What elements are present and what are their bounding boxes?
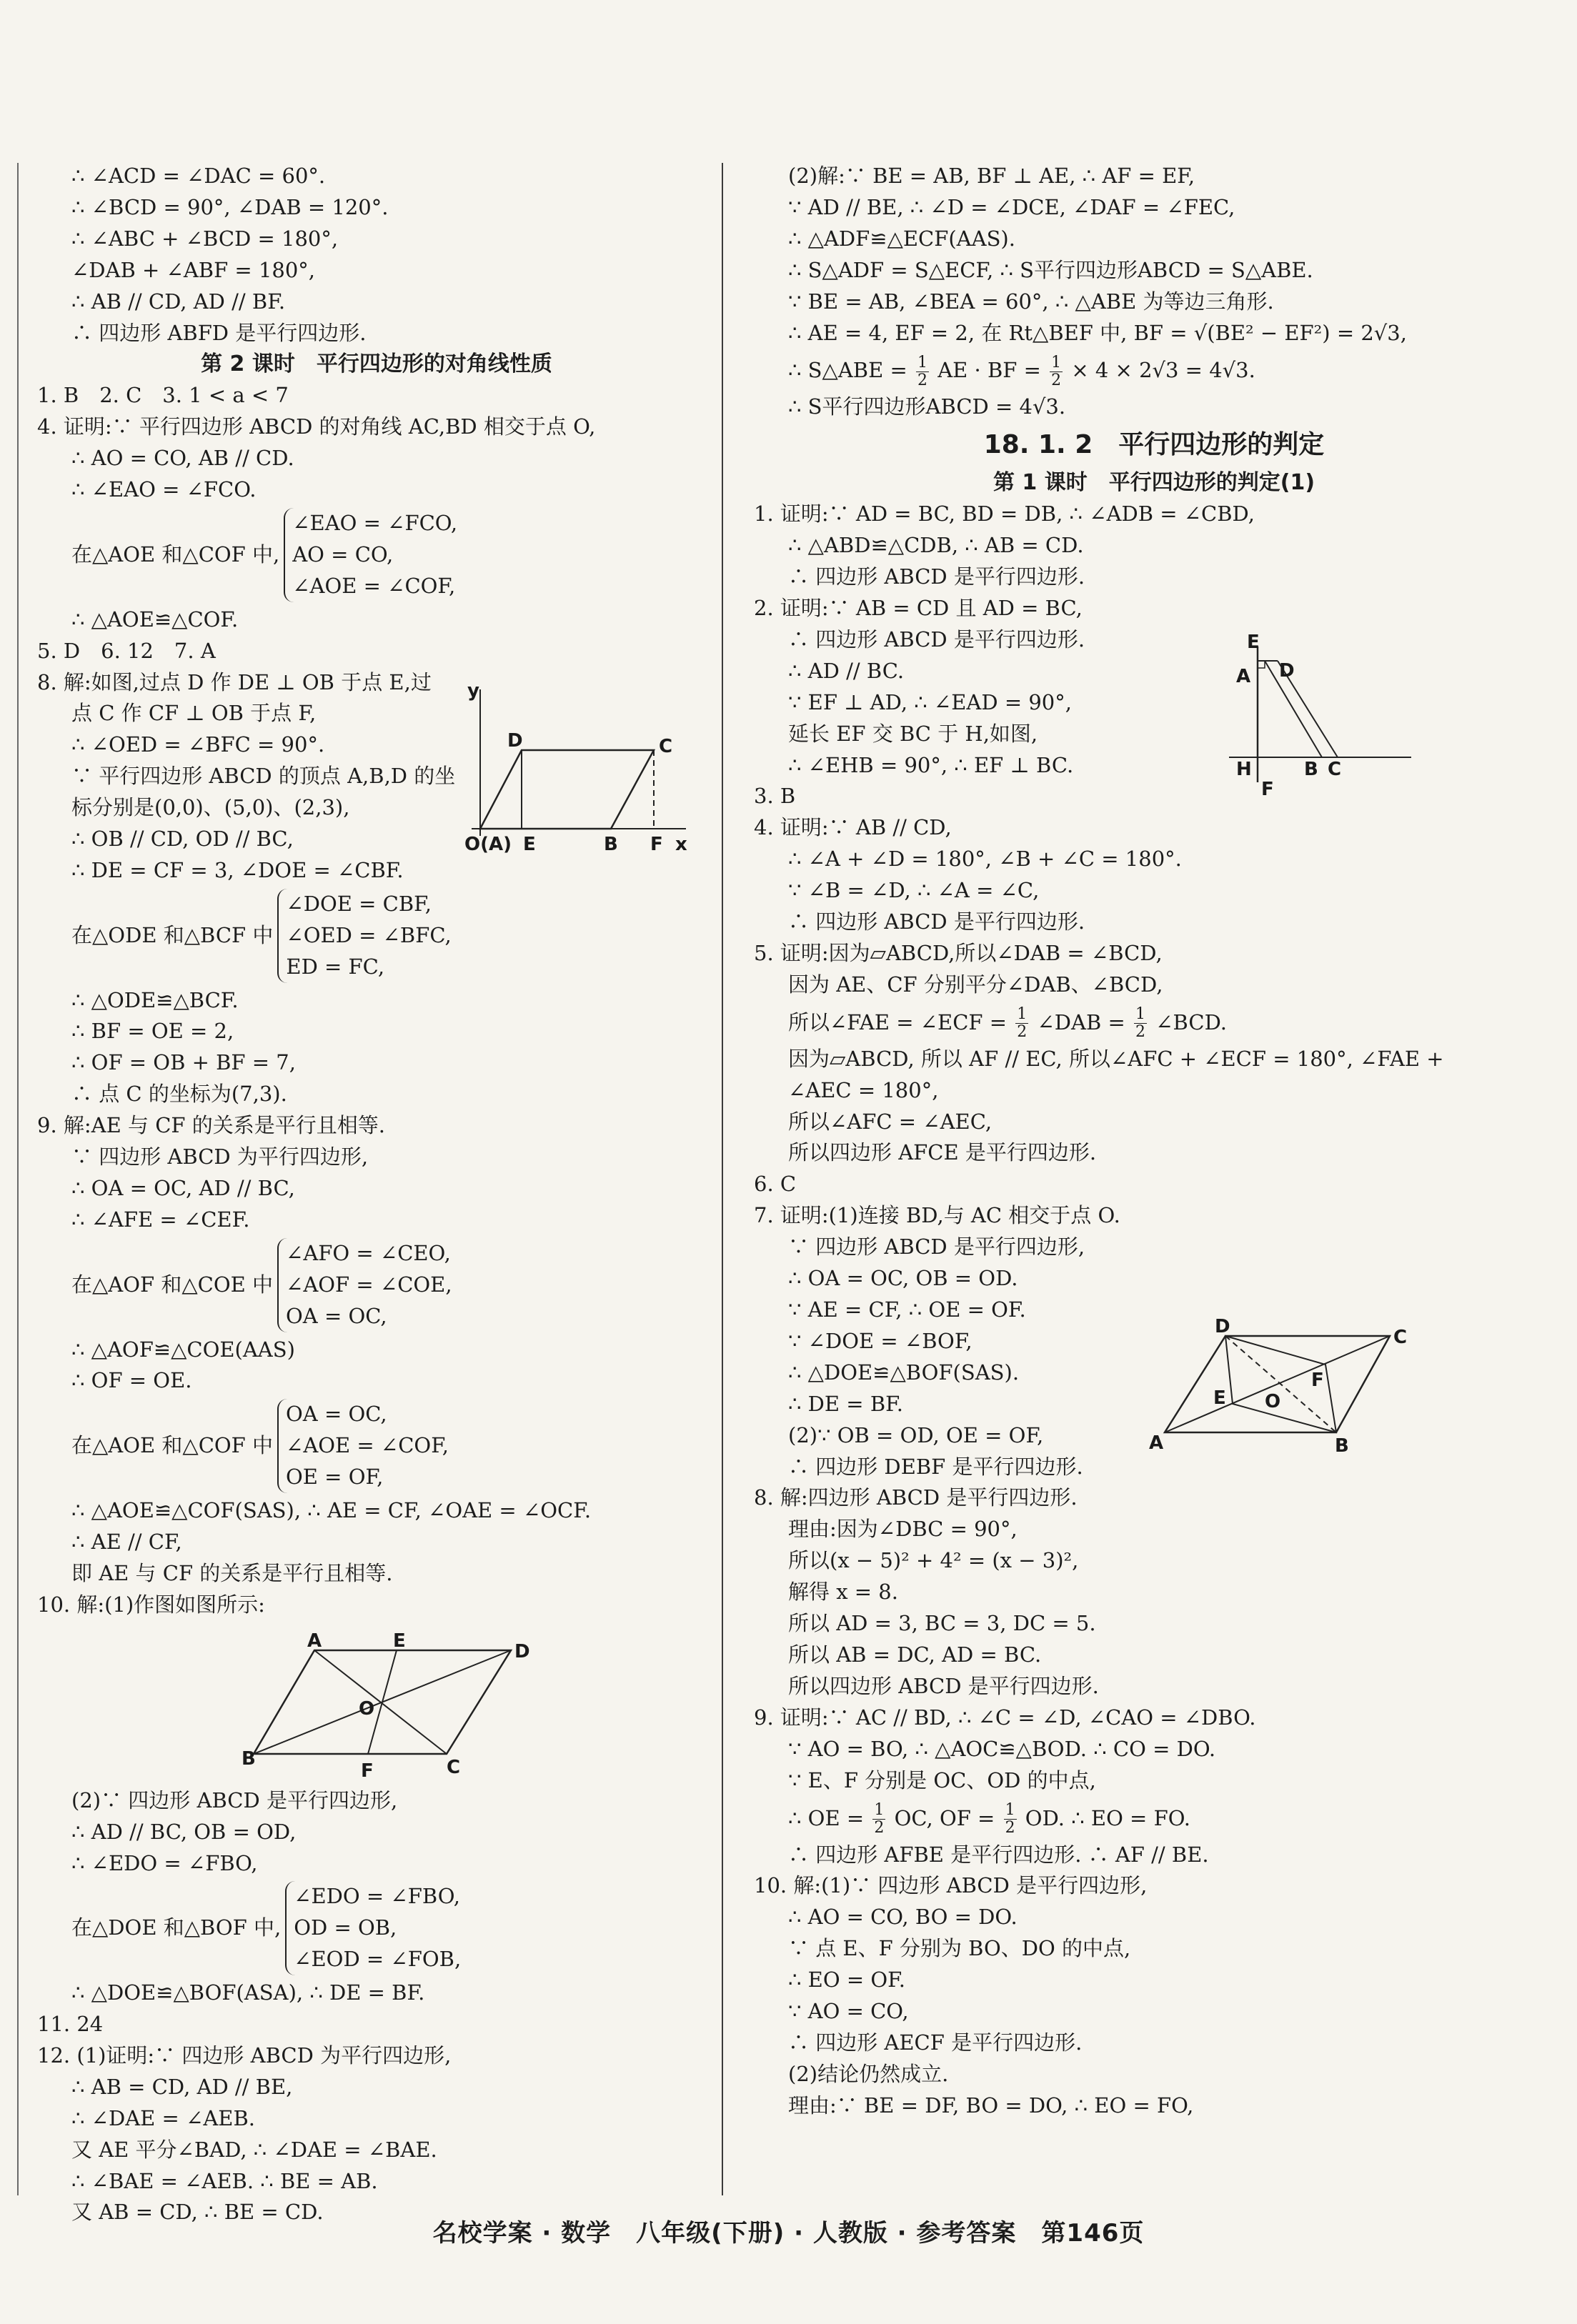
brace-prefix: 在△DOE 和△BOF 中, <box>71 1915 282 1940</box>
formula-part: ∠BCD. <box>1155 1009 1228 1034</box>
parallelogram-efo-figure <box>236 1629 536 1786</box>
answer-line: 2. 证明:∵ AB = CD 且 AD = BC, <box>754 595 1083 620</box>
text-line: ∴ △ABD≌△CDB, ∴ AB = CD. <box>788 533 1084 558</box>
text-line: ∴ 点 C 的坐标为(7,3). <box>71 1082 287 1107</box>
text-line: ∴ S△ADF = S△ECF, ∴ S平行四边形ABCD = S△ABE. <box>788 257 1313 282</box>
text-line: ∴ ∠ABC + ∠BCD = 180°, <box>71 226 339 251</box>
perpendicular-figure <box>1222 632 1415 797</box>
label-o: O(A) <box>464 834 512 854</box>
brace-body <box>284 508 457 602</box>
answer-line: 10. 解:(1)∵ 四边形 ABCD 是平行四边形, <box>754 1873 1148 1898</box>
text-line: ∴ ∠BCD = 90°, ∠DAB = 120°. <box>71 194 389 219</box>
text-line: ∴ ∠A + ∠D = 180°, ∠B + ∠C = 180°. <box>788 847 1182 872</box>
text-line: 所以(x − 5)² + 4² = (x − 3)², <box>788 1548 1079 1573</box>
label-y: y <box>467 680 479 702</box>
label-e: E <box>1247 632 1260 653</box>
text-line: ∵ ∠DOE = ∠BOF, <box>788 1328 972 1353</box>
label-a: A <box>1149 1432 1164 1454</box>
text-line: (2)∵ OB = OD, OE = OF, <box>788 1422 1044 1447</box>
page-footer: 名校学案 · 数学 八年级(下册) · 人教版 · 参考答案 第146页 <box>432 2219 1145 2248</box>
text-line: (2)结论仍然成立. <box>788 2061 949 2086</box>
brace-system <box>37 1881 716 1975</box>
brace-line: ∠EAO = ∠FCO, <box>292 510 458 535</box>
text-line: ∴ ∠BAE = ∠AEB. ∴ BE = AB. <box>71 2168 378 2193</box>
answer-line: 5. 证明:因为▱ABCD,所以∠DAB = ∠BCD, <box>754 940 1163 965</box>
answer-line: 6. C <box>754 1172 797 1197</box>
denominator: 2 <box>874 1819 885 1837</box>
text-line: ∴ 四边形 AECF 是平行四边形. <box>788 2030 1083 2055</box>
label-h: H <box>1236 759 1252 780</box>
answer-line: 9. 证明:∵ AC // BD, ∴ ∠C = ∠D, ∠CAO = ∠DBO. <box>754 1705 1256 1730</box>
text-line: ∵ ∠B = ∠D, ∴ ∠A = ∠C, <box>788 878 1040 903</box>
fraction <box>872 1802 885 1837</box>
text-line: ∵ 四边形 ABCD 是平行四边形, <box>788 1235 1085 1260</box>
brace-system <box>37 1399 716 1493</box>
text-line: ∴ 四边形 ABCD 是平行四边形. <box>788 909 1085 934</box>
brace-body <box>277 1238 452 1332</box>
text-line: ∴ 四边形 ABCD 是平行四边形. <box>788 564 1085 589</box>
binding-edge-line <box>17 163 19 2195</box>
brace-line: ∠AOE = ∠COF, <box>286 1433 449 1458</box>
answer-line: 11. 24 <box>37 2012 104 2037</box>
brace-line: ∠AFO = ∠CEO, <box>286 1240 451 1265</box>
text-line: ∴ S平行四边形ABCD = 4√3. <box>788 394 1066 419</box>
brace-body <box>277 1399 449 1493</box>
answer-line: 12. (1)证明:∵ 四边形 ABCD 为平行四边形, <box>37 2043 452 2068</box>
text-line: ∴ △DOE≌△BOF(ASA), ∴ DE = BF. <box>71 1980 425 2005</box>
text-line: ∠DAB + ∠ABF = 180°, <box>71 257 316 282</box>
answer-line: 5. D 6. 12 7. A <box>37 638 216 663</box>
label-b: B <box>242 1748 256 1770</box>
text-line: ∴ ∠AFE = ∠CEF. <box>71 1207 250 1232</box>
label-d: D <box>1279 660 1295 682</box>
text-line: ∴ △AOE≌△COF. <box>71 607 239 632</box>
numerator: 1 <box>1051 353 1062 371</box>
column-divider <box>722 163 723 2195</box>
formula-part: OD. ∴ EO = FO. <box>1025 1805 1190 1830</box>
label-x: x <box>675 834 687 854</box>
subsection-heading: 第 1 课时 平行四边形的判定(1) <box>993 470 1315 496</box>
brace-line: ∠DOE = CBF, <box>286 891 432 916</box>
label-f: F <box>1261 779 1274 797</box>
text-line: ∴ △ADF≌△ECF(AAS). <box>788 226 1015 251</box>
text-line: ∴ △AOF≌△COE(AAS) <box>71 1337 295 1362</box>
brace-prefix: 在△AOF 和△COE 中 <box>71 1272 274 1297</box>
text-line: 点 C 作 CF ⊥ OB 于点 F, <box>71 701 317 726</box>
label-b: B <box>604 834 618 854</box>
brace-line: ∠OED = ∠BFC, <box>286 922 452 947</box>
text-line: ∴ DE = CF = 3, ∠DOE = ∠CBF. <box>71 857 404 882</box>
text-line: ∴ 四边形 ABFD 是平行四边形. <box>71 320 367 345</box>
label-b: B <box>1304 759 1318 780</box>
brace-system <box>37 889 716 983</box>
formula-part: × 4 × 2√3 = 4√3. <box>1071 358 1255 383</box>
text-line: 所以∠AFC = ∠AEC, <box>788 1109 993 1134</box>
text-line: 又 AB = CD, ∴ BE = CD. <box>71 2200 324 2225</box>
text-line: ∠AEC = 180°, <box>788 1077 939 1102</box>
text-line: ∴ ∠DAE = ∠AEB. <box>71 2105 256 2130</box>
fraction <box>916 354 929 389</box>
brace-line: ∠AOE = ∠COF, <box>292 573 456 598</box>
answer-line: 7. 证明:(1)连接 BD,与 AC 相交于点 O. <box>754 1203 1120 1228</box>
label-c: C <box>1393 1327 1408 1348</box>
fraction <box>1015 1006 1028 1041</box>
label-f: F <box>650 834 663 854</box>
text-line: ∵ 点 E、F 分别为 BO、DO 的中点, <box>788 1936 1131 1961</box>
formula-line <box>754 1001 1554 1044</box>
formula-line <box>754 349 1554 392</box>
text-line: ∴ ∠EDO = ∠FBO, <box>71 1850 258 1875</box>
answer-line: 9. 解:AE 与 CF 的关系是平行且相等. <box>37 1113 385 1138</box>
brace-line: OA = OC, <box>286 1402 387 1427</box>
right-column <box>754 161 1554 2122</box>
denominator: 2 <box>1135 1023 1146 1042</box>
brace-line: ED = FC, <box>286 954 385 979</box>
coordinate-parallelogram-figure <box>457 675 700 854</box>
brace-prefix: 在△AOE 和△COF 中 <box>71 1433 274 1458</box>
formula-line <box>754 1797 1554 1840</box>
formula-part: ∠DAB = <box>1037 1009 1125 1034</box>
text-line: ∴ 四边形 AFBE 是平行四边形. ∴ AF // BE. <box>788 1842 1209 1867</box>
text-line: ∴ OA = OC, AD // BC, <box>71 1176 295 1200</box>
brace-line: ∠EOD = ∠FOB, <box>294 1947 462 1972</box>
denominator: 2 <box>1051 371 1062 389</box>
text-line: ∴ EO = OF. <box>788 1968 905 1993</box>
label-e: E <box>1213 1387 1226 1409</box>
brace-system <box>37 508 716 602</box>
brace-line: ∠EDO = ∠FBO, <box>294 1884 460 1909</box>
formula-part: 所以∠FAE = ∠ECF = <box>788 1009 1008 1034</box>
formula-part: AE · BF = <box>937 358 1041 383</box>
numerator: 1 <box>1017 1005 1028 1024</box>
brace-prefix: 在△AOE 和△COF 中, <box>71 542 280 567</box>
text-line: 所以四边形 AFCE 是平行四边形. <box>788 1140 1097 1165</box>
text-line: 所以 AB = DC, AD = BC. <box>788 1642 1042 1667</box>
text-line: 解得 x = 8. <box>788 1580 898 1605</box>
brace-line: OA = OC, <box>286 1303 387 1328</box>
brace-line: AO = CO, <box>292 542 394 567</box>
text-line: ∴ ∠ACD = ∠DAC = 60°. <box>71 164 326 188</box>
brace-prefix: 在△ODE 和△BCF 中 <box>71 922 274 947</box>
text-line: 即 AE 与 CF 的关系是平行且相等. <box>71 1560 393 1585</box>
text-line: 又 AE 平分∠BAD, ∴ ∠DAE = ∠BAE. <box>71 2137 437 2162</box>
answer-line: 3. B <box>754 784 796 809</box>
label-c: C <box>1328 759 1342 780</box>
text-line: ∵ AO = BO, ∴ △AOC≌△BOD. ∴ CO = DO. <box>788 1736 1216 1761</box>
left-column <box>37 161 716 2228</box>
text-line: ∵ AE = CF, ∴ OE = OF. <box>788 1297 1026 1322</box>
text-line: ∴ OA = OC, OB = OD. <box>788 1266 1018 1291</box>
formula-part: OC, OF = <box>894 1805 995 1830</box>
text-line: ∵ 平行四边形 ABCD 的顶点 A,B,D 的坐 <box>71 764 456 789</box>
parallelogram-debf-figure <box>1143 1315 1415 1457</box>
parallelogram-abcd <box>480 750 654 829</box>
text-line: ∴ AE // CF, <box>71 1529 182 1554</box>
numerator: 1 <box>1135 1005 1146 1024</box>
text-line: ∴ AO = CO, AB // CD. <box>71 446 294 471</box>
section-heading: 第 2 课时 平行四边形的对角线性质 <box>201 351 552 377</box>
text-line: ∴ ∠EHB = 90°, ∴ EF ⊥ BC. <box>788 752 1074 777</box>
answer-line: 8. 解:如图,过点 D 作 DE ⊥ OB 于点 E,过 <box>37 669 432 694</box>
text-line: (2)解:∵ BE = AB, BF ⊥ AE, ∴ AF = EF, <box>788 164 1195 188</box>
text-line: 所以 AD = 3, BC = 3, DC = 5. <box>788 1611 1096 1636</box>
text-line: ∴ AB = CD, AD // BE, <box>71 2074 293 2099</box>
brace-body <box>277 889 451 983</box>
text-line: ∵ EF ⊥ AD, ∴ ∠EAD = 90°, <box>788 689 1072 714</box>
section-heading: 18. 1. 2 平行四边形的判定 <box>983 430 1325 460</box>
text-line: ∴ OF = OE. <box>71 1368 192 1393</box>
text-line: ∴ BF = OE = 2, <box>71 1019 234 1044</box>
denominator: 2 <box>917 371 927 389</box>
answer-line: 1. 证明:∵ AD = BC, BD = DB, ∴ ∠ADB = ∠CBD, <box>754 502 1255 527</box>
text-line: ∴ AO = CO, BO = DO. <box>788 1905 1018 1930</box>
text-line: (2)∵ 四边形 ABCD 是平行四边形, <box>71 1787 398 1812</box>
denominator: 2 <box>1017 1023 1028 1042</box>
label-c: C <box>659 736 673 757</box>
text-line: ∴ △ODE≌△BCF. <box>71 987 239 1012</box>
label-f: F <box>361 1760 374 1782</box>
brace-line: OD = OB, <box>294 1915 397 1940</box>
label-d: D <box>1215 1316 1230 1337</box>
text-line: ∴ 四边形 DEBF 是平行四边形. <box>788 1454 1083 1479</box>
answer-line: 4. 证明:∵ AB // CD, <box>754 815 952 840</box>
label-d: D <box>507 730 523 752</box>
text-line: ∵ E、F 分别是 OC、OD 的中点, <box>788 1767 1096 1792</box>
text-line: ∴ 四边形 ABCD 是平行四边形. <box>788 627 1085 652</box>
text-line: ∴ ∠OED = ∠BFC = 90°. <box>71 732 325 757</box>
text-line: ∴ OF = OB + BF = 7, <box>71 1050 296 1075</box>
fraction <box>1004 1802 1017 1837</box>
text-line: ∴ DE = BF. <box>788 1391 903 1416</box>
text-line: 标分别是(0,0)、(5,0)、(2,3), <box>71 795 350 820</box>
answer-line: 4. 证明:∵ 平行四边形 ABCD 的对角线 AC,BD 相交于点 O, <box>37 414 596 439</box>
label-a: A <box>307 1630 322 1652</box>
text-line: ∴ AB // CD, AD // BF. <box>71 289 286 314</box>
text-line: ∴ AD // BC. <box>788 658 905 683</box>
numerator: 1 <box>874 1801 885 1819</box>
label-d: D <box>514 1641 530 1662</box>
label-c: C <box>447 1757 461 1778</box>
text-line: ∵ AO = CO, <box>788 1999 909 2024</box>
right-angle-mark <box>1258 661 1265 668</box>
label-f: F <box>1311 1370 1324 1391</box>
text-line: ∴ ∠EAO = ∠FCO. <box>71 477 257 502</box>
numerator: 1 <box>917 353 927 371</box>
text-line: 理由:因为∠DBC = 90°, <box>788 1517 1018 1542</box>
label-b: B <box>1335 1435 1349 1457</box>
formula-part: ∴ S△ABE = <box>788 358 907 383</box>
brace-line: OE = OF, <box>286 1465 384 1490</box>
text-line: 理由:∵ BE = DF, BO = DO, ∴ EO = FO, <box>788 2093 1194 2118</box>
fraction <box>1134 1006 1147 1041</box>
formula-part: ∴ OE = <box>788 1805 865 1830</box>
text-line: ∴ △AOE≌△COF(SAS), ∴ AE = CF, ∠OAE = ∠OCF. <box>71 1498 592 1523</box>
answer-line: 1. B 2. C 3. 1 < a < 7 <box>37 383 289 408</box>
text-line: ∵ AD // BE, ∴ ∠D = ∠DCE, ∠DAF = ∠FEC, <box>788 194 1235 219</box>
text-line: 因为▱ABCD, 所以 AF // EC, 所以∠AFC + ∠ECF = 180°, ∠FAE + <box>788 1046 1444 1071</box>
label-e: E <box>523 834 536 854</box>
text-line: 所以四边形 ABCD 是平行四边形. <box>788 1673 1099 1698</box>
fraction <box>1050 354 1063 389</box>
brace-system <box>37 1238 716 1332</box>
answer-line: 8. 解:四边形 ABCD 是平行四边形. <box>754 1485 1078 1510</box>
denominator: 2 <box>1005 1819 1015 1837</box>
text-line: ∴ AE = 4, EF = 2, 在 Rt△BEF 中, BF = √(BE² − EF²) = 2√3, <box>788 320 1407 345</box>
label-o: O <box>359 1698 375 1720</box>
text-line: 因为 AE、CF 分别平分∠DAB、∠BCD, <box>788 972 1163 997</box>
text-line: ∴ △DOE≌△BOF(SAS). <box>788 1360 1020 1385</box>
label-o: O <box>1265 1391 1281 1412</box>
text-line: ∵ BE = AB, ∠BEA = 60°, ∴ △ABE 为等边三角形. <box>788 289 1274 314</box>
brace-body <box>285 1881 461 1975</box>
text-line: ∴ OB // CD, OD // BC, <box>71 827 294 852</box>
label-a: A <box>1236 666 1251 687</box>
numerator: 1 <box>1005 1801 1015 1819</box>
answer-line: 10. 解:(1)作图如图所示: <box>37 1592 265 1617</box>
label-e: E <box>393 1630 406 1652</box>
text-line: ∴ AD // BC, OB = OD, <box>71 1819 297 1844</box>
text-line: ∵ 四边形 ABCD 为平行四边形, <box>71 1144 369 1170</box>
text-line: 延长 EF 交 BC 于 H,如图, <box>788 721 1038 746</box>
brace-line: ∠AOF = ∠COE, <box>286 1272 452 1297</box>
